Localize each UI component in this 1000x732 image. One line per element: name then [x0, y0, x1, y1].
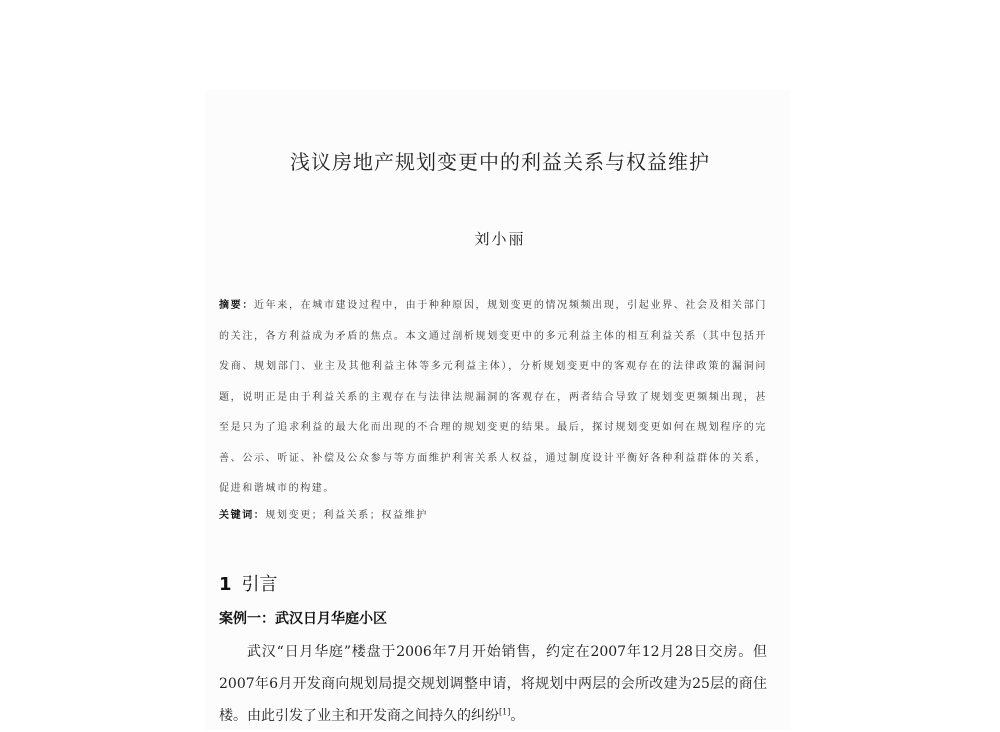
section-heading: [219, 570, 278, 596]
keywords-label: 关键词：: [219, 510, 266, 521]
case-heading: 案例一：武汉日月华庭小区: [219, 611, 387, 627]
body-text: 武汉“日月华庭”楼盘于2006年7月开始销售，约定在2007年12月28日交房。但2007年6月开发商向规划局提交规划调整申请，将规划中两层的会所改建为25层的商住楼。由此引发了业主和开发商之间持久的纠纷: [219, 644, 767, 724]
keywords: [219, 506, 767, 521]
body-paragraph: [219, 636, 767, 732]
section-title: 引言: [241, 574, 278, 595]
abstract: [219, 291, 767, 505]
body-text-end: 。: [510, 708, 525, 724]
abstract-text: 近年来，在城市建设过程中，由于种种原因，规划变更的情况频频出现，引起业界、社会及相关部门的关注，各方利益成为矛盾的焦点。本文通过剖析规划变更中的多元利益主体的相互利益关系（其中包括开发商、规划部门、业主及其他利益主体等多元利益主体），分析规划变更中的客观存在的法律政策的漏洞问题，说明正是由于利益关系的主观存在与法律法规漏洞的客观存在，两者结合导致了规划变更频频出现，甚至是只为了追求利益的最大化而出现的不合理的规划变更的结果。最后，探讨规划变更如何在规划程序的完善、公示、听证、补偿及公众参与等方面维护利害关系人权益，通过制度设计平衡好各种利益群体的关系，促进和谐城市的构建。: [219, 300, 767, 494]
section-number: 1: [219, 574, 232, 595]
author-name: 刘小丽: [474, 230, 526, 248]
abstract-label: 摘要：: [219, 300, 254, 311]
citation-marker[interactable]: [1]: [499, 707, 511, 717]
keywords-text: 规划变更；利益关系；权益维护: [265, 510, 428, 521]
paper-title: 浅议房地产规划变更中的利益关系与权益维护: [290, 150, 710, 174]
